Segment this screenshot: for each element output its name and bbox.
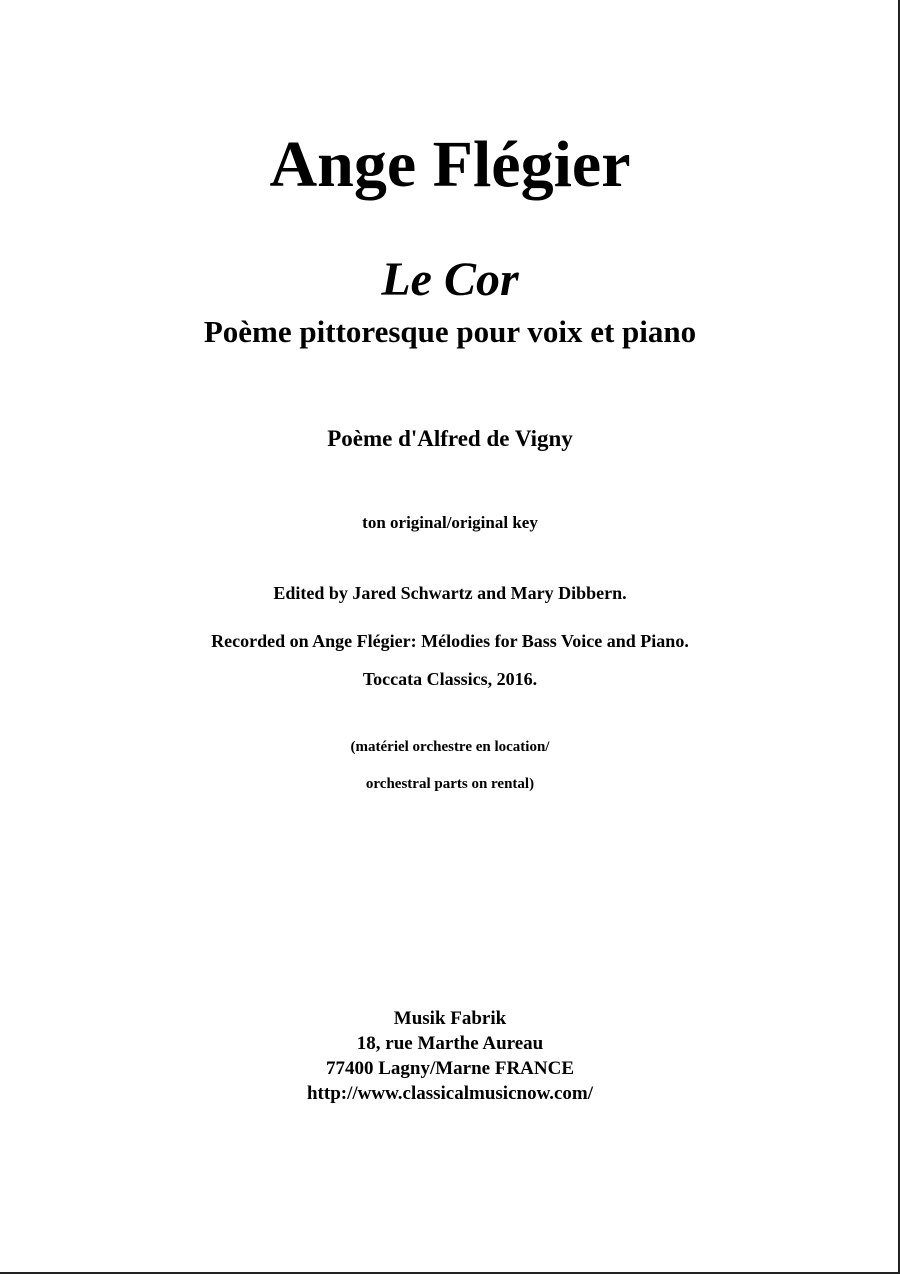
work-subtitle: Poème pittoresque pour voix et piano: [203, 314, 697, 349]
publisher-name: Musik Fabrik: [393, 1008, 507, 1029]
composer-name: Ange Flégier: [269, 128, 631, 201]
publisher-city: 77400 Lagny/Marne FRANCE: [325, 1058, 575, 1079]
recording-credit: Recorded on Ange Flégier: Mélodies for Bass Voice and Piano.: [211, 631, 689, 651]
record-label: Toccata Classics, 2016.: [362, 669, 538, 689]
publisher-street: 18, rue Marthe Aureau: [356, 1033, 544, 1054]
publisher-website: http://www.classicalmusicnow.com/: [306, 1083, 594, 1104]
rental-note-line-2: orchestral parts on rental): [365, 776, 535, 792]
work-title: Le Cor: [381, 253, 519, 306]
poet-credit: Poème d'Alfred de Vigny: [327, 426, 573, 451]
rental-note-line-1: (matériel orchestre en location/: [350, 739, 550, 755]
editors-credit: Edited by Jared Schwartz and Mary Dibbern.: [273, 583, 627, 603]
key-note: ton original/original key: [362, 513, 538, 532]
